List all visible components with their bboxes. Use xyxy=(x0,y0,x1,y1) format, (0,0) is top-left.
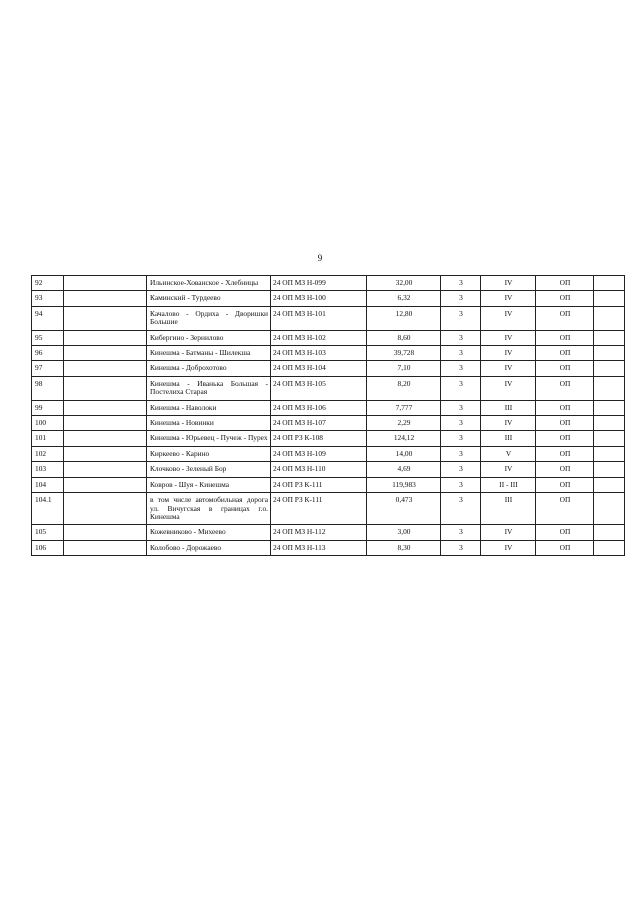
significance-cell: ОП xyxy=(536,540,594,555)
significance-cell: ОП xyxy=(536,525,594,540)
row-number-cell: 100 xyxy=(32,416,64,431)
blank-cell xyxy=(594,446,625,461)
road-name-cell: Кинешма - Батманы - Шилекша xyxy=(147,346,271,361)
tech-class-cell: IV xyxy=(481,306,536,330)
blank-cell xyxy=(594,361,625,376)
table-row xyxy=(32,276,625,291)
blank-cell xyxy=(594,276,625,291)
length-km-cell: 124,12 xyxy=(367,431,441,446)
category-cell: 3 xyxy=(441,493,481,525)
road-name-cell: Кинешма - Новинки xyxy=(147,416,271,431)
road-id-cell: 24 ОП МЗ Н-099 xyxy=(271,276,367,291)
road-id-cell: 24 ОП МЗ Н-107 xyxy=(271,416,367,431)
blank-cell xyxy=(64,477,147,492)
row-number-cell: 95 xyxy=(32,330,64,345)
length-km-cell: 7,777 xyxy=(367,400,441,415)
length-km-cell: 8,20 xyxy=(367,376,441,400)
blank-cell xyxy=(64,346,147,361)
blank-cell xyxy=(594,525,625,540)
category-cell: 3 xyxy=(441,431,481,446)
significance-cell: ОП xyxy=(536,330,594,345)
road-id-cell: 24 ОП МЗ Н-103 xyxy=(271,346,367,361)
row-number-cell: 96 xyxy=(32,346,64,361)
tech-class-cell: IV xyxy=(481,525,536,540)
road-id-cell: 24 ОП МЗ Н-101 xyxy=(271,306,367,330)
significance-cell: ОП xyxy=(536,276,594,291)
blank-cell xyxy=(594,400,625,415)
category-cell: 3 xyxy=(441,361,481,376)
road-name-cell: Ильинское-Хованское - Хлебницы xyxy=(147,276,271,291)
blank-cell xyxy=(64,525,147,540)
row-number-cell: 105 xyxy=(32,525,64,540)
tech-class-cell: IV xyxy=(481,361,536,376)
table-row xyxy=(32,291,625,306)
blank-cell xyxy=(64,493,147,525)
blank-cell xyxy=(594,416,625,431)
category-cell: 3 xyxy=(441,306,481,330)
road-name-cell: Каминский - Турдеево xyxy=(147,291,271,306)
length-km-cell: 4,69 xyxy=(367,462,441,477)
significance-cell: ОП xyxy=(536,462,594,477)
tech-class-cell: IV xyxy=(481,346,536,361)
blank-cell xyxy=(64,291,147,306)
blank-cell xyxy=(594,330,625,345)
table-row xyxy=(32,462,625,477)
road-name-cell: в том числе автомобильная дорога ул. Вичугская в границах г.о. Кинешма xyxy=(147,493,271,525)
road-name-cell: Ковров - Шуя - Кинешма xyxy=(147,477,271,492)
table-row xyxy=(32,446,625,461)
category-cell: 3 xyxy=(441,291,481,306)
row-number-cell: 92 xyxy=(32,276,64,291)
category-cell: 3 xyxy=(441,276,481,291)
significance-cell: ОП xyxy=(536,400,594,415)
road-id-cell: 24 ОП МЗ Н-109 xyxy=(271,446,367,461)
road-id-cell: 24 ОП МЗ Н-113 xyxy=(271,540,367,555)
blank-cell xyxy=(64,276,147,291)
table-row xyxy=(32,400,625,415)
category-cell: 3 xyxy=(441,330,481,345)
significance-cell: ОП xyxy=(536,306,594,330)
significance-cell: ОП xyxy=(536,431,594,446)
length-km-cell: 8,60 xyxy=(367,330,441,345)
road-name-cell: Кинешма - Наволоки xyxy=(147,400,271,415)
blank-cell xyxy=(64,306,147,330)
length-km-cell: 119,983 xyxy=(367,477,441,492)
category-cell: 3 xyxy=(441,376,481,400)
blank-cell xyxy=(64,376,147,400)
blank-cell xyxy=(64,330,147,345)
road-id-cell: 24 ОП МЗ Н-110 xyxy=(271,462,367,477)
category-cell: 3 xyxy=(441,525,481,540)
length-km-cell: 14,00 xyxy=(367,446,441,461)
row-number-cell: 101 xyxy=(32,431,64,446)
table-row xyxy=(32,525,625,540)
significance-cell: ОП xyxy=(536,416,594,431)
row-number-cell: 93 xyxy=(32,291,64,306)
road-id-cell: 24 ОП МЗ Н-106 xyxy=(271,400,367,415)
table-row xyxy=(32,361,625,376)
tech-class-cell: IV xyxy=(481,291,536,306)
category-cell: 3 xyxy=(441,446,481,461)
category-cell: 3 xyxy=(441,540,481,555)
blank-cell xyxy=(594,346,625,361)
row-number-cell: 99 xyxy=(32,400,64,415)
road-id-cell: 24 ОП МЗ Н-104 xyxy=(271,361,367,376)
road-name-cell: Клочково - Зеленый Бор xyxy=(147,462,271,477)
tech-class-cell: II - III xyxy=(481,477,536,492)
blank-cell xyxy=(64,416,147,431)
road-name-cell: Кинешма - Иванька Большая - Постелиха Старая xyxy=(147,376,271,400)
significance-cell: ОП xyxy=(536,376,594,400)
blank-cell xyxy=(594,291,625,306)
significance-cell: ОП xyxy=(536,291,594,306)
tech-class-cell: III xyxy=(481,493,536,525)
length-km-cell: 0,473 xyxy=(367,493,441,525)
road-id-cell: 24 ОП РЗ К-111 xyxy=(271,477,367,492)
row-number-cell: 104 xyxy=(32,477,64,492)
blank-cell xyxy=(64,462,147,477)
length-km-cell: 3,00 xyxy=(367,525,441,540)
road-name-cell: Киркеево - Карино xyxy=(147,446,271,461)
blank-cell xyxy=(64,446,147,461)
blank-cell xyxy=(594,431,625,446)
blank-cell xyxy=(64,361,147,376)
road-name-cell: Кибергино - Зернилово xyxy=(147,330,271,345)
blank-cell xyxy=(594,477,625,492)
category-cell: 3 xyxy=(441,416,481,431)
significance-cell: ОП xyxy=(536,346,594,361)
blank-cell xyxy=(64,400,147,415)
length-km-cell: 6,32 xyxy=(367,291,441,306)
table-row xyxy=(32,540,625,555)
significance-cell: ОП xyxy=(536,446,594,461)
table-row xyxy=(32,431,625,446)
length-km-cell: 32,00 xyxy=(367,276,441,291)
tech-class-cell: V xyxy=(481,446,536,461)
significance-cell: ОП xyxy=(536,361,594,376)
roads-table xyxy=(31,275,625,556)
tech-class-cell: IV xyxy=(481,276,536,291)
table-row xyxy=(32,416,625,431)
tech-class-cell: IV xyxy=(481,330,536,345)
tech-class-cell: IV xyxy=(481,462,536,477)
tech-class-cell: III xyxy=(481,400,536,415)
road-name-cell: Кинешма - Юрьевец - Пучеж - Пурех xyxy=(147,431,271,446)
table-row xyxy=(32,306,625,330)
blank-cell xyxy=(64,431,147,446)
length-km-cell: 8,30 xyxy=(367,540,441,555)
length-km-cell: 2,29 xyxy=(367,416,441,431)
tech-class-cell: IV xyxy=(481,540,536,555)
road-id-cell: 24 ОП МЗ Н-105 xyxy=(271,376,367,400)
category-cell: 3 xyxy=(441,346,481,361)
table-row xyxy=(32,330,625,345)
row-number-cell: 106 xyxy=(32,540,64,555)
road-name-cell: Кинешма - Доброхотово xyxy=(147,361,271,376)
table-row xyxy=(32,493,625,525)
row-number-cell: 97 xyxy=(32,361,64,376)
road-id-cell: 24 ОП МЗ Н-112 xyxy=(271,525,367,540)
table-row xyxy=(32,477,625,492)
blank-cell xyxy=(64,540,147,555)
blank-cell xyxy=(594,306,625,330)
category-cell: 3 xyxy=(441,400,481,415)
row-number-cell: 104.1 xyxy=(32,493,64,525)
row-number-cell: 98 xyxy=(32,376,64,400)
road-id-cell: 24 ОП МЗ Н-100 xyxy=(271,291,367,306)
road-name-cell: Качалово - Ордиха - Дворишки Большие xyxy=(147,306,271,330)
blank-cell xyxy=(594,493,625,525)
road-id-cell: 24 ОП МЗ Н-102 xyxy=(271,330,367,345)
row-number-cell: 94 xyxy=(32,306,64,330)
table-row xyxy=(32,346,625,361)
significance-cell: ОП xyxy=(536,477,594,492)
road-id-cell: 24 ОП РЗ К-111 xyxy=(271,493,367,525)
length-km-cell: 12,80 xyxy=(367,306,441,330)
category-cell: 3 xyxy=(441,477,481,492)
blank-cell xyxy=(594,376,625,400)
significance-cell: ОП xyxy=(536,493,594,525)
tech-class-cell: IV xyxy=(481,416,536,431)
row-number-cell: 103 xyxy=(32,462,64,477)
page-number: 9 xyxy=(317,253,323,263)
road-name-cell: Колобово - Дорожаево xyxy=(147,540,271,555)
tech-class-cell: IV xyxy=(481,376,536,400)
road-name-cell: Кожевниково - Михеево xyxy=(147,525,271,540)
length-km-cell: 39,728 xyxy=(367,346,441,361)
table-row xyxy=(32,376,625,400)
length-km-cell: 7,10 xyxy=(367,361,441,376)
row-number-cell: 102 xyxy=(32,446,64,461)
category-cell: 3 xyxy=(441,462,481,477)
blank-cell xyxy=(594,540,625,555)
blank-cell xyxy=(594,462,625,477)
tech-class-cell: III xyxy=(481,431,536,446)
road-id-cell: 24 ОП РЗ К-108 xyxy=(271,431,367,446)
